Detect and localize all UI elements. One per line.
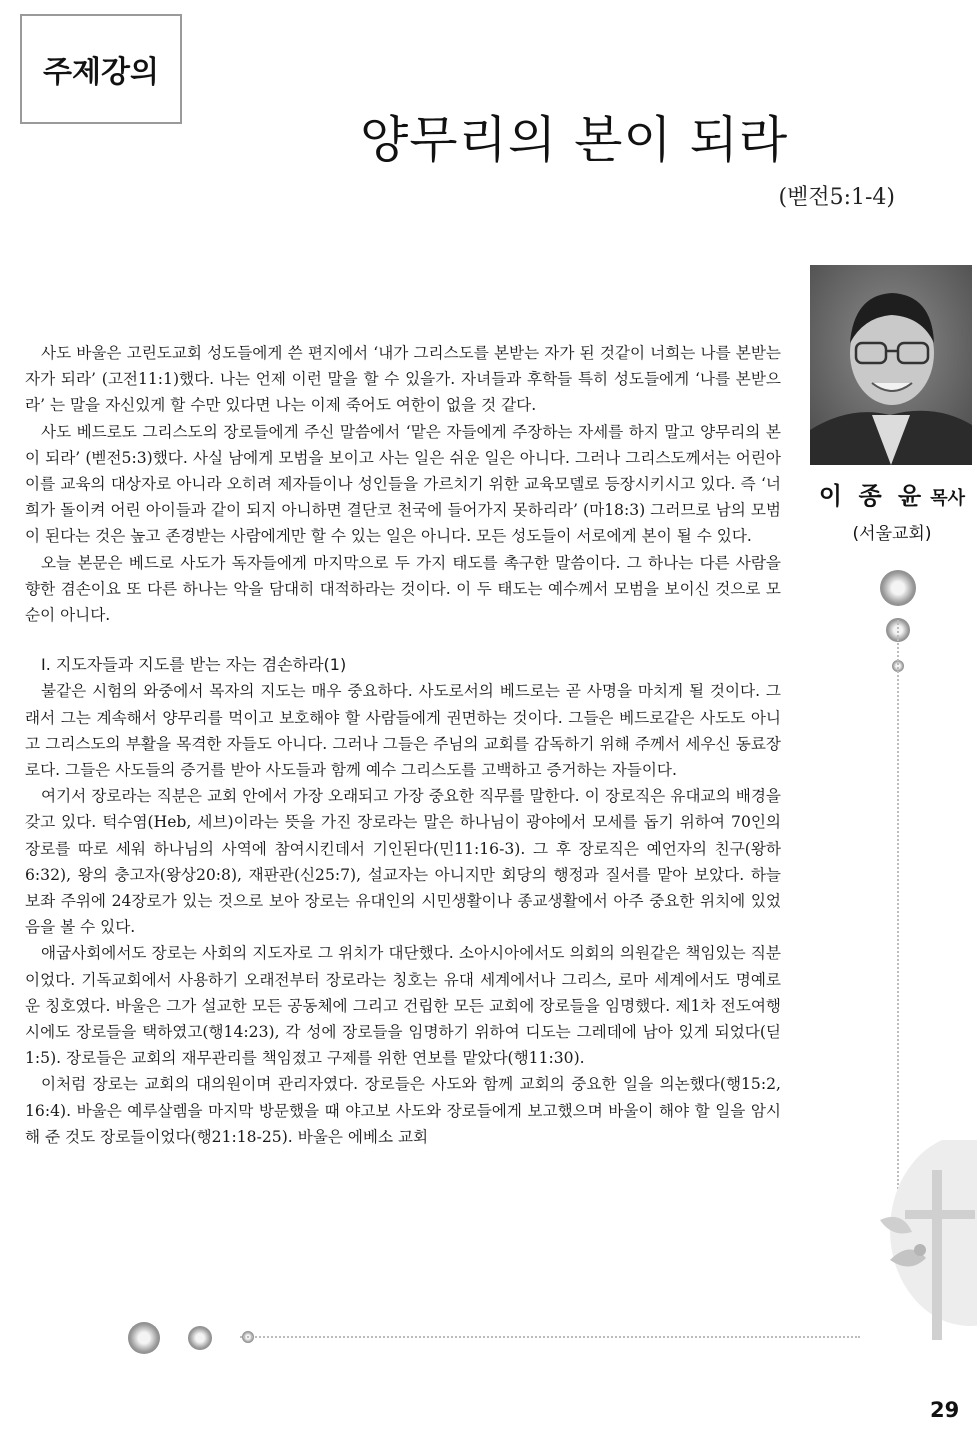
author-church: (서울교회): [852, 524, 932, 544]
section-paragraph-2: 여기서 장로라는 직분은 교회 안에서 가장 오래되고 가장 중요한 직무를 말한다. 이 장로직은 유대교의 배경을 갖고 있다. 턱수염(Heb, 세브)이라는 뜻을 가진 장로라는 말은 하나님이 광야에서 모세를 돕기 위하여 70인의 장로를 따로 세워 하나님의 사역에 참여시킨데서 기인된다(민11:16-3). 그 후 장로직은 예언자의 친구(왕하6:32), 왕의 충고자(왕상20:8), 재판관(신25:7), 설교자는 아니지만 회당의 행정과 질서를 맡아 보았다. 하늘 보좌 주위에 24장로가 있는 것으로 보아 장로는 유대인의 시민생활이나 종교생활에서 아주 중요한 위치에 있었음을 볼 수 있다.: [25, 787, 781, 937]
bottom-bead-large: [128, 1322, 160, 1354]
author-role: 목사: [930, 488, 966, 509]
author-portrait-icon: [810, 265, 972, 465]
page-number: 29: [930, 1398, 960, 1422]
bottom-bead-medium: [188, 1326, 212, 1350]
intro-paragraph-3: 오늘 본문은 베드로 사도가 독자들에게 마지막으로 두 가지 태도를 촉구한 말씀이다. 그 하나는 다른 사람을 향한 겸손이요 또 다른 하나는 악을 담대히 대적하라는 것이다. 이 두 태도는 예수께서 모범을 보이신 것으로 모순이 아니다.: [25, 553, 781, 625]
flower-cross-decoration-icon: [850, 1140, 977, 1340]
section-paragraph-3: 애굽사회에서도 장로는 사회의 지도자로 그 위치가 대단했다. 소아시아에서도 의회의 의원같은 책임있는 직분이었다. 기독교회에서 사용하기 오래전부터 장로라는 칭호는 유대 세계에서나 그리스, 로마 세계에서도 명예로운 칭호였다. 바울은 그가 설교한 모든 공동체에 그리고 건립한 모든 교회에 장로들을 임명했다. 제1차 전도여행시에도 장로들을 택하였고(행14:23), 각 성에 장로들을 임명하기 위하여 디도는 그레데에 남아 있게 되었다(딛1:5). 장로들은 교회의 재무관리를 책임졌고 구제를 위한 연보를 맡았다(행11:30).: [25, 944, 781, 1068]
page-title: 양무리의 본이 되라: [360, 111, 789, 169]
author-byline: [812, 476, 972, 544]
intro-paragraph-1: 사도 바울은 고린도교회 성도들에게 쓴 편지에서 ‘내가 그리스도를 본받는 자가 된 것같이 너희는 나를 본받는 자가 되라’ (고전11:1)했다. 나는 언제 이런 말을 할 수 있을가. 자녀들과 후학들 특히 성도들에게 ‘나를 본받으라’ 는 말을 자신있게 할 수만 있다면 나는 이제 죽어도 여한이 없을 것 같다.: [25, 344, 781, 415]
intro-paragraph-2: 사도 베드로도 그리스도의 장로들에게 주신 말씀에서 ‘맡은 자들에게 주장하는 자세를 하지 말고 양무리의 본이 되라’ (벧전5:3)했다. 사실 남에게 모범을 보이고 사는 일은 쉬운 일은 아니다. 그러나 그리스도께서는 어린아이를 교육의 대상자로 아니라 오히려 제자들이나 성인들을 가르치기 위한 교육모델로 등장시키시고 있다. 즉 ‘너희가 돌이켜 어린 아이들과 같이 되지 아니하면 결단코 천국에 들어가지 못하리라’ (마18:3) 그러므로 남의 모범이 된다는 것은 높고 존경받는 사람에게만 할 수 있는 일은 아니다. 모든 성도들이 서로에게 본이 될 수 있다.: [25, 422, 781, 546]
side-bead-large: [880, 570, 916, 606]
scripture-reference: (벧전5:1-4): [778, 185, 895, 210]
author-photo: [810, 265, 972, 465]
section-heading: Ⅰ. 지도자들과 지도를 받는 자는 겸손하라(1): [41, 655, 347, 675]
bottom-dotted-line: [240, 1336, 860, 1340]
author-name: 이 종 윤: [818, 482, 926, 510]
section-paragraph-4: 이처럼 장로는 교회의 대의원이며 관리자였다. 장로들은 사도와 함께 교회의 중요한 일을 의논했다(행15:2, 16:4). 바울은 예루살렘을 마지막 방문했을 때 야고보 사도와 장로들에게 보고했으며 바울이 해야 할 일을 암시해 준 것도 장로들이었다(행21:18-25). 바울은 에베소 교회: [25, 1075, 781, 1146]
side-dotted-line: [897, 620, 907, 1200]
section-paragraph-1: 불같은 시험의 와중에서 목자의 지도는 매우 중요하다. 사도로서의 베드로는 곧 사명을 마치게 될 것이다. 그래서 그는 계속해서 양무리를 먹이고 보호해야 할 사람들에게 권면하는 것이다. 그들은 베드로같은 사도도 아니고 그리스도의 부활을 목격한 자들도 아니다. 그러나 그들은 주님의 교회를 감독하기 위해 주께서 세우신 동료장로다. 그들은 사도들의 증거를 받아 사도들과 함께 예수 그리스도를 고백하고 증거하는 자들이다.: [25, 682, 781, 780]
topic-label: 주제강의: [43, 55, 159, 90]
topic-label-box: [20, 14, 182, 124]
article-body: [25, 340, 781, 1150]
